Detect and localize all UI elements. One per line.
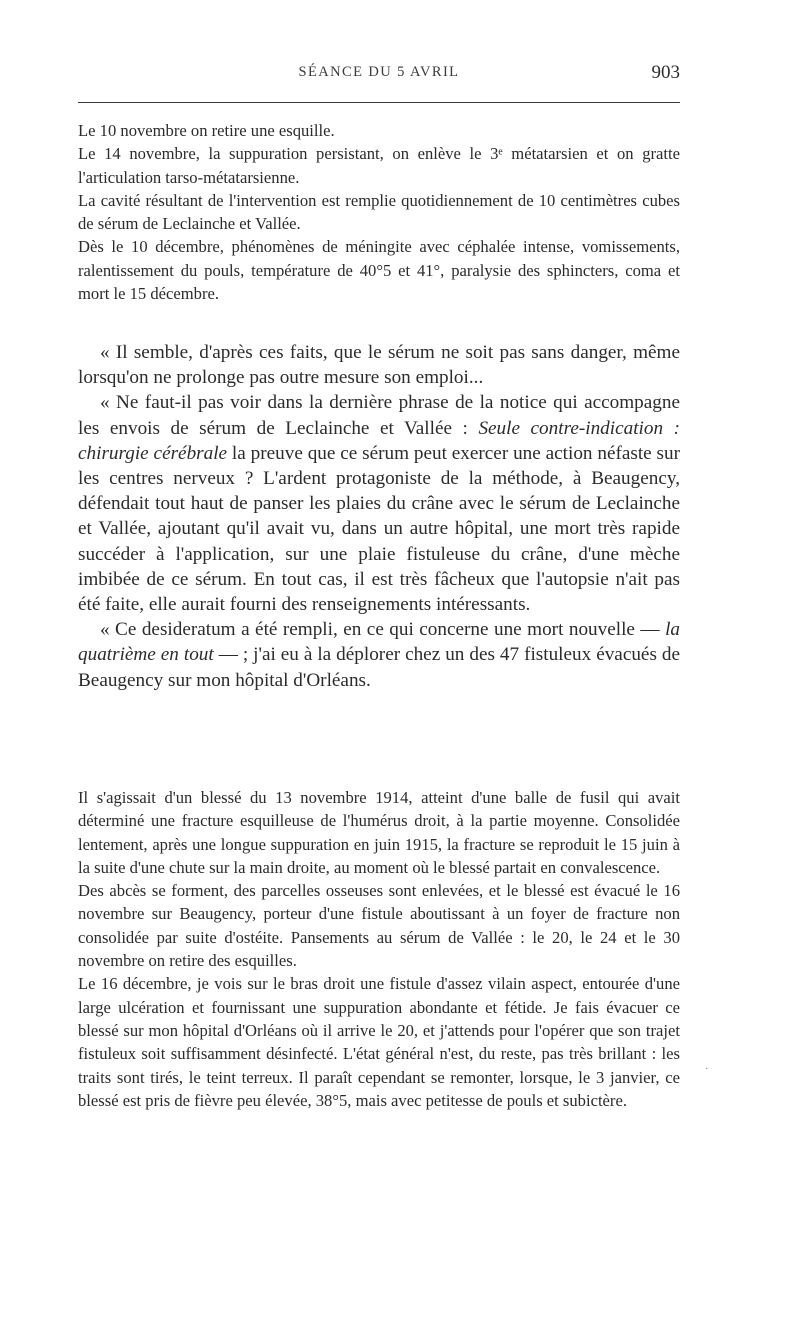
header-rule: [78, 102, 680, 103]
quote-text: « Ne faut-il pas voir dans la dernière phrase de la notice qui accompagne les envois de sérum de Leclainche et Vallée :: [78, 392, 680, 439]
paragraph: Il s'agissait d'un blessé du 13 novembre 1914, atteint d'une balle de fusil qui avait déterminé une fracture esquilleuse de l'humérus droit, à la partie moyenne. Consolidée lentement, après une longue suppuration en juin 1915, la fracture se reproduit le 15 juin à la suite d'une chute sur la main droite, au moment où le blessé partait en convalescence.: [78, 788, 680, 877]
page-header: [78, 62, 680, 92]
quote-paragraph: [78, 617, 680, 693]
case-report-section: [78, 786, 680, 1112]
paragraph: Dès le 10 décembre, phénomènes de méningite avec céphalée intense, vomissements, ralentissement du pouls, température de 40°5 et 41°, paralysie des sphincters, coma et mort le 15 décembre.: [78, 237, 680, 304]
quote-text: la preuve que ce sérum peut exercer une action néfaste sur les centres nerveux ? L'ardent protagoniste de la méthode, à Beaugency, défendait tout haut de panser les plaies du crâne avec le sérum de Leclainche et Vallée, ajoutant qu'il avait vu, dans un autre hôpital, une mort très rapide succéder à l'application, sur une plaie fistuleuse du crâne, d'une mèche imbibée de ce sérum. En tout cas, il est très fâcheux que l'autopsie n'ait pas été faite, elle aurait fourni des renseignements intéressants.: [78, 442, 680, 616]
quote-text: « Il semble, d'après ces faits, que le sérum ne soit pas sans danger, même lorsqu'on ne prolonge pas outre mesure son emploi...: [78, 342, 680, 389]
quotation-section: [78, 340, 680, 693]
paragraph: Le 14 novembre, la suppuration persistant, on enlève le 3ᵉ métatarsien et on gratte l'articulation tarso-métatarsienne.: [78, 144, 680, 187]
paragraph: Le 10 novembre on retire une esquille.: [78, 121, 335, 140]
paragraph: Des abcès se forment, des parcelles osseuses sont enlevées, et le blessé est évacué le 16 novembre sur Beaugency, porteur d'une fistule aboutissant à un foyer de fracture non consolidée par suite d'ostéite. Pansements au sérum de Vallée : le 20, le 24 et le 30 novembre on retire des esquilles.: [78, 881, 680, 971]
quote-paragraph: [78, 340, 680, 390]
quote-paragraph: [78, 390, 680, 617]
paragraph: Le 16 décembre, je vois sur le bras droit une fistule d'assez vilain aspect, entourée d'une large ulcération et fournissant une suppuration abondante et fétide. Je fais évacuer ce blessé sur mon hôpital d'Orléans où il arrive le 20, et j'attends pour l'opérer que son trajet fistuleux soit suffisamment désinfecté. L'état général n'est, du reste, pas très brillant : les traits sont tirés, le teint terreux. Il paraît cependant se remonter, lorsque, le 3 janvier, ce blessé est pris de fièvre peu élevée, 38°5, mais avec petitesse de pouls et subictère.: [78, 974, 680, 1110]
page-number: 903: [651, 62, 680, 83]
margin-dot: ·: [705, 1064, 709, 1075]
quote-text: — ; j'ai eu à la déplorer chez un des 47 fistuleux évacués de Beaugency sur mon hôpital d'Orléans.: [78, 644, 680, 691]
quote-text: « Ce desideratum a été rempli, en ce qui concerne une mort nouvelle —: [100, 619, 666, 641]
running-head: SÉANCE DU 5 AVRIL: [298, 64, 460, 80]
italic-phrase: la quatrième en tout: [78, 619, 680, 666]
italic-citation: Seule contre-indication : chirurgie cérébrale: [78, 417, 680, 464]
paragraph: La cavité résultant de l'intervention est remplie quotidiennement de 10 centimètres cubes de sérum de Leclainche et Vallée.: [78, 190, 680, 234]
case-notes-section: [78, 119, 680, 305]
